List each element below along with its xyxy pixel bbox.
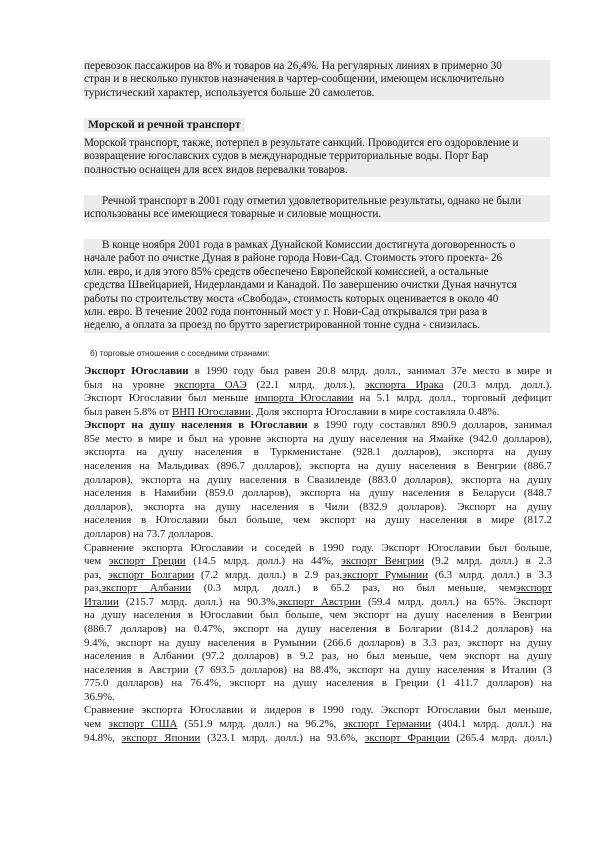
link-export-uae[interactable]: экспорта ОАЭ [174,378,247,391]
text-line: населения в Намибии (859.0 долларов), экспорта на душу населения в Беларуси (848.7 [84,487,552,500]
text-line: 9.4%, экспорт на душу населения в Румынии (266.6 долларов) в 3.3 раз, экспорт на душу [84,636,552,649]
text-line: (886.7 долларов) на 0.47%, экспорт на душу населения в Болгарии (814.2 долларов) на [84,622,552,635]
text-line: населения в Югославии был больше, чем экспорт на душу населения в мире (817.2 [84,514,552,527]
text-line: населения в Албании (97.2 долларов) в 9.2 раз, но был меньше, чем экспорт на душу [84,650,552,663]
text-line: 775.0 долларов) на 76.4%, экспорт на душу населения в Греции (1 411.7 долларов) на [84,677,552,690]
text-line: на душу населения в Югославии был больше, чем экспорт на душу населения в Венгрии [84,609,552,622]
link-export-iraq[interactable]: экспорта Ирака [364,378,444,391]
text-fragment: (215.7 млрд. долл.) на 90.3%, [118,595,279,608]
paragraph-export-per-capita [84,419,552,541]
link-export-japan[interactable]: экспорт Японии [121,731,201,744]
paragraph-river-transport [84,195,550,222]
link-export-usa[interactable]: экспорт США [108,718,178,731]
text-fragment: в 1990 году составлял 890.9 долларов, занимал [307,419,552,432]
text-line: Сравнение экспорта Югославии и соседей в 1990 году. Экспорт Югославии был больше, [84,541,552,554]
link-export-austria[interactable]: экспорт Австрии [278,595,361,608]
paragraph-air-transport [84,60,550,100]
text-line: начале работ по очистке Дуная в районе города Нови-Сад. Стоимость этого проекта- 26 [84,252,503,265]
text-line: населения в Австрии (7 693.5 долларов) на 88.4%, экспорт на душу населения в Италии (3 [84,663,552,676]
text-line: долларов) на 73.7 долларов. [84,527,214,540]
text-line: стран и в несколько пунктов назначения в чартер-сообщении, имеющем исключительно [84,73,505,86]
text-fragment: (22.1 млрд. долл.), [246,378,365,391]
text-fragment: (6.3 млрд. долл.) в 3.3 [428,568,553,581]
text-line: средства Швейцарией, Нидерландами и Канадой. По завершению очистки Дуная начнутся [84,279,517,292]
text-line: млн. евро. В течение 2002 года понтонный мост у г. Нови-Сад открывался три раза в [84,306,488,319]
text-line: 36.9%. [84,690,115,703]
term-export-yugoslavia: Экспорт Югославии [84,365,189,377]
text-fragment: (59.4 млрд. долл.) на 65%. Экспорт [360,595,553,608]
text-line: использованы все имеющиеся товарные и силовые мощности. [84,208,382,221]
text-fragment: в 1990 году был равен 20.8 млрд. долл., занимал 37е место в мире и [188,365,552,377]
paragraph-danube [84,239,550,333]
link-import-yugoslavia[interactable]: импорта Югославии [254,392,354,405]
text-fragment: раз, [84,582,102,595]
text-fragment: (265.4 млрд. долл.) [449,731,553,744]
text-fragment: был равен 5.8% от [84,405,172,418]
text-fragment: (323.1 млрд. долл.) на 93.6%, [200,731,365,744]
text-line: долларов), экспорта на душу населения в Чили (832.9 долларов). Экспорт на душу [84,500,552,513]
text-fragment: (551.9 млрд. долл.) на 96.2%, [177,718,344,731]
text-fragment: (20.3 млрд. долл.). [443,378,552,391]
link-export-bulgaria[interactable]: экспорт Болгарии [108,568,195,581]
paragraph-sea-transport [84,137,550,177]
text-line: населения на Мальдивах (896.7 долларов), экспорта на душу населения в Венгрии (886.7 [84,460,552,473]
text-fragment: был на уровне [84,378,175,391]
term-export-per-capita: Экспорт на душу населения в Югославии [84,419,308,432]
section-heading: Морской и речной транспорт [84,118,245,132]
text-line: возвращение югославских судов в международные территориальные воды. Порт Бар [84,150,489,163]
export-section [84,365,552,745]
text-fragment: (14.5 млрд. долл.) на 44%, [185,555,342,568]
link-export-germany[interactable]: экспорт Германии [343,718,431,731]
section-heading-block [84,115,550,133]
text-line: полностью оснащен для всех видов перевалки товаров. [84,163,348,176]
text-fragment: (0.3 млрд. долл.) в 65.2 раз, но был меньше, чем [191,582,517,595]
text-fragment: . Доля экспорта Югославии в мире составляла 0.48%. [250,405,500,418]
text-line: В конце ноября 2001 года в рамках Дунайской Комиссии достигнута договоренность о [102,239,516,251]
text-fragment: 94.8%, [84,731,122,744]
link-export-albania[interactable]: экспорт Албании [101,582,192,595]
text-fragment: (9.2 млрд. долл.) в 2.3 [424,555,552,568]
paragraph-neighbors-comparison [84,542,552,705]
text-line: работы по строительству моста «Свобода», стоимость которых оценивается в около 40 [84,292,499,305]
text-fragment: (404.1 млрд. долл.) на [430,718,552,731]
paragraph-leaders-comparison [84,704,552,745]
link-export-romania[interactable]: экспорт Румынии [342,568,429,581]
text-line: Морской транспорт, также, потерпел в результате санкций. Проводится его оздоровление и [84,137,519,149]
text-line: 85е место в мире и был на уровне экспорта на душу населения на Ямайке (942.0 долларов), [84,432,552,445]
text-line: долларов), экспорта на душу населения в Свазиленде (883.0 долларов), экспорта на душу [84,473,552,486]
link-gnp-yugoslavia[interactable]: ВНП Югославии [171,405,251,418]
text-line: неделю, а оплата за проезд по брутто зарегистрированной тонне судна - снизилась. [84,319,481,332]
link-export-italy-part1[interactable]: экспорт [516,582,552,595]
text-fragment: Экспорт Югославии был меньше [84,392,255,405]
subheading-trade-relations: б) торговые отношения с соседними странами: [90,349,270,358]
text-line: экспорта на душу населения в Туркменистане (928.1 долларов), экспорта на душу [84,446,552,459]
text-line: туристический характер, используется больше 20 самолетов. [84,86,375,99]
link-export-greece[interactable]: экспорт Греции [108,555,186,568]
text-line: млн. евро, и для этого 85% средств обеспечено Европейской комиссией, а остальные [84,265,489,278]
link-export-hungary[interactable]: экспорт Венгрии [341,555,425,568]
link-export-italy-part2[interactable]: Италии [84,595,119,608]
paragraph-export-overview [84,365,552,419]
text-fragment: чем [84,555,109,568]
text-line: Сравнение экспорта Югославии и лидеров в 1990 году. Экспорт Югославии был меньше, [84,704,552,717]
text-line: перевозок пассажиров на 8% и товаров на 26,4%. На регулярных линиях в примерно 30 [84,60,502,72]
link-export-france[interactable]: экспорт Франции [364,731,450,744]
text-fragment: (7.2 млрд. долл.) в 2.9 раз, [194,568,343,581]
text-line: Речной транспорт в 2001 году отметил удовлетворительные результаты, однако не были [102,195,522,207]
text-fragment: чем [84,718,109,731]
text-fragment: на 5.1 млрд. долл., торговый дефицит [353,392,552,405]
text-fragment: раз, [84,568,109,581]
